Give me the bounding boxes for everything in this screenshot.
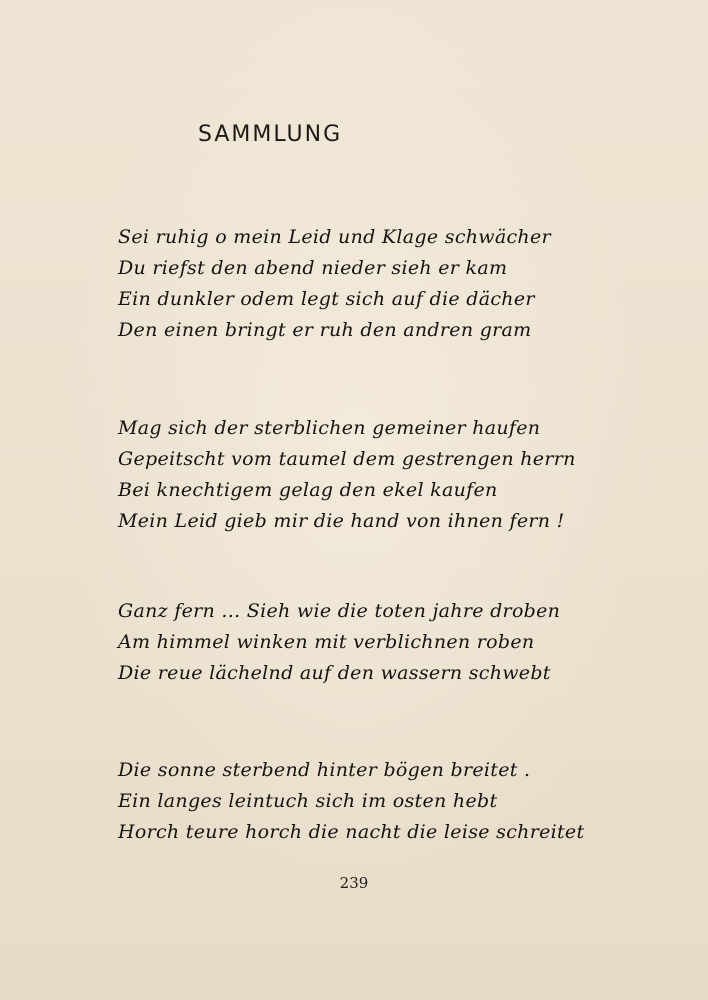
poem-title: SAMMLUNG [198, 122, 343, 147]
verse-line: Ein langes leintuch sich im osten hebt [118, 790, 498, 812]
verse-line: Gepeitscht vom taumel dem gestrengen herrn [118, 448, 576, 470]
verse-line: Den einen bringt er ruh den andren gram [118, 319, 532, 341]
verse-line: Die sonne sterbend hinter bögen breitet . [118, 759, 531, 781]
page-number: 239 [339, 874, 369, 892]
verse-line: Mein Leid gieb mir die hand von ihnen fern ! [118, 510, 565, 532]
verse-line: Bei knechtigem gelag den ekel kaufen [118, 479, 498, 501]
stanza-2 [118, 413, 598, 537]
verse-line: Mag sich der sterblichen gemeiner haufen [118, 417, 541, 439]
stanza-4 [118, 755, 598, 848]
verse-line: Am himmel winken mit verblichnen roben [118, 631, 535, 653]
stanza-1 [118, 222, 598, 346]
stanza-3 [118, 596, 598, 689]
verse-line: Horch teure horch die nacht die leise schreitet [118, 821, 585, 843]
verse-line: Ein dunkler odem legt sich auf die dächer [118, 288, 535, 310]
verse-line: Sei ruhig o mein Leid und Klage schwächer [118, 226, 551, 248]
verse-line: Die reue lächelnd auf den wassern schwebt [118, 662, 551, 684]
verse-line: Du riefst den abend nieder sieh er kam [118, 257, 508, 279]
verse-line: Ganz fern ... Sieh wie die toten jahre droben [118, 600, 561, 622]
